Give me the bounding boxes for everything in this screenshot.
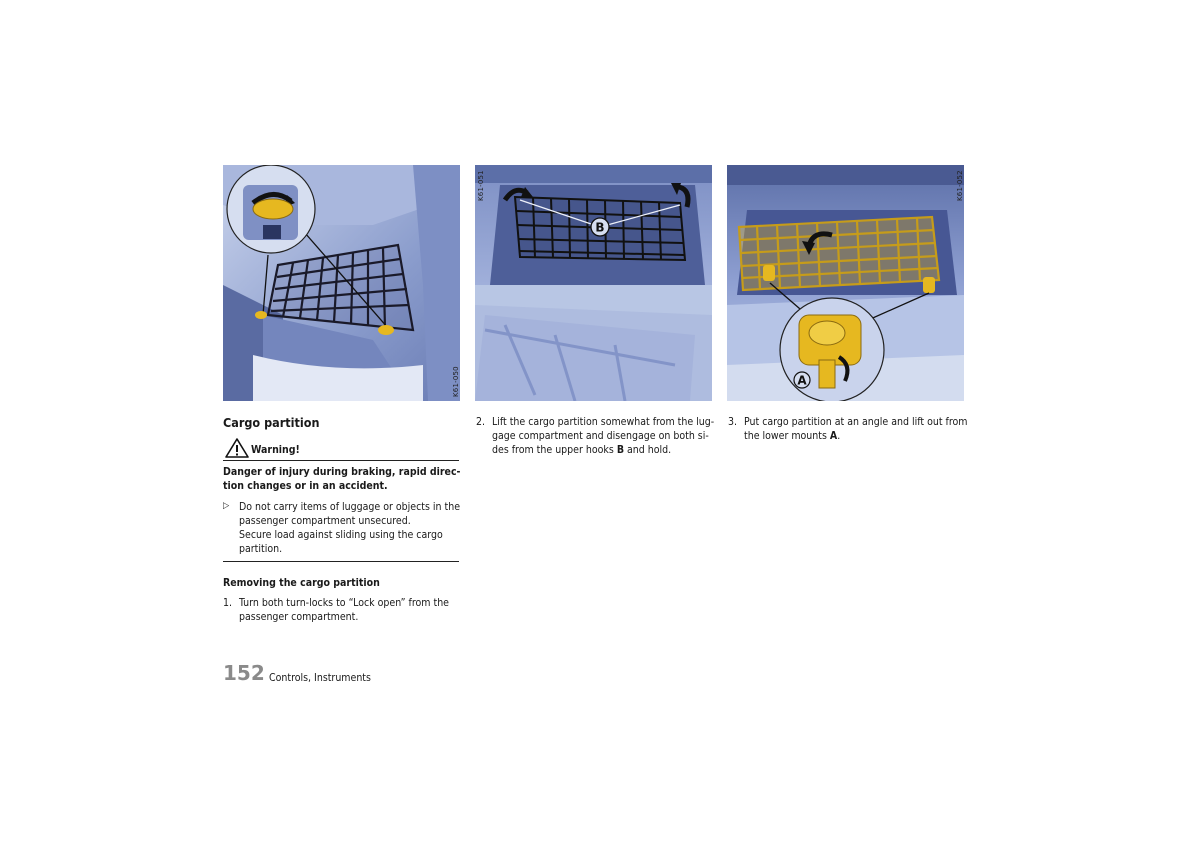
section-name: Controls, Instruments [269,672,371,684]
bullet-marker: ▷ [223,501,230,511]
step-line [744,429,840,443]
mount-reference: A [829,430,838,442]
warning-heading-line: tion changes or in an accident. [223,480,388,492]
step-line: gage compartment and disengage on both si- [492,430,709,442]
label-a: A [797,373,807,388]
bullet-line: Secure load against sliding using the cargo [239,529,443,541]
step-line: Put cargo partition at an angle and lift out from [744,416,968,428]
page-number: 152 [223,661,265,685]
warning-label: Warning! [251,444,300,456]
subheading: Removing the cargo partition [223,577,380,589]
step-line: Lift the cargo partition somewhat from the lug- [492,416,715,428]
warning-icon [225,438,249,458]
figure-code: K61-052 [956,170,964,201]
text-run: and hold. [624,444,672,456]
bullet-line: partition. [239,543,283,555]
text-run: des from the upper hooks [492,444,617,456]
figure-code: K61-050 [452,366,460,397]
label-b: B [595,220,605,235]
bullet-line: Do not carry items of luggage or objects in the [239,501,461,513]
step-number: 3. [728,416,738,428]
step-line: Turn both turn-locks to “Lock open” from the [239,597,449,609]
step-number: 1. [223,597,233,609]
figure-upper-hooks [475,165,712,401]
section-title: Cargo partition [223,415,320,430]
figure-code: K61-051 [477,170,485,201]
warning-heading-line: Danger of injury during braking, rapid direc- [223,466,461,478]
step-number: 2. [476,416,486,428]
figure-lower-mounts [727,165,964,401]
divider [223,561,459,562]
step-line [492,443,671,457]
text-run: the lower mounts [744,430,830,442]
hook-reference: B [616,444,625,456]
text-run: . [837,430,841,442]
figure-turn-locks [223,165,460,401]
bullet-line: passenger compartment unsecured. [239,515,411,527]
divider [223,460,459,461]
step-line: passenger compartment. [239,611,359,623]
